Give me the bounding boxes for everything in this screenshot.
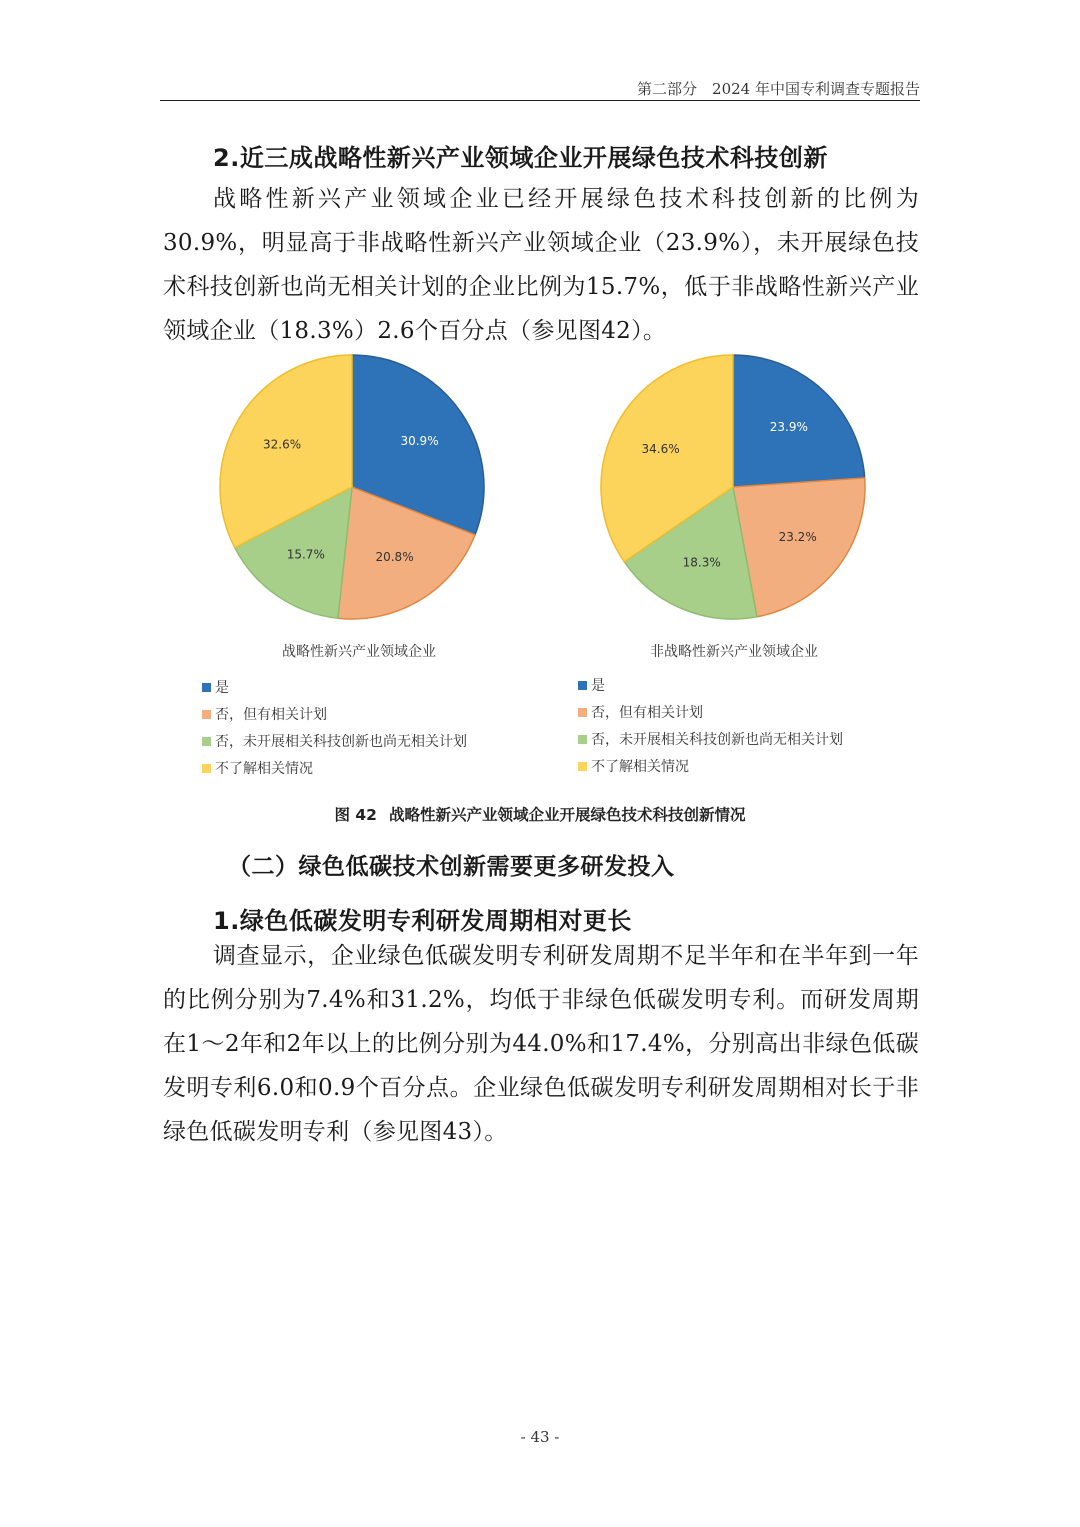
- legend-label: 否，但有相关计划: [591, 705, 703, 721]
- body-paragraph: 战略性新兴产业领域企业已经开展绿色技术科技创新的比例为30.9%，明显高于非战略性新兴产业领域企业（23.9%），未开展绿色技术科技创新也尚无相关计划的企业比例为15.7%，低于非战略性新兴产业领域企业（18.3%）2.6个百分点（参见图42）。: [163, 186, 919, 344]
- legend-item: [202, 675, 467, 702]
- legend-swatch: [202, 710, 211, 719]
- page-number: - 43 -: [520, 1428, 560, 1446]
- legend-item: [578, 700, 843, 727]
- section-heading: 2.近三成战略性新兴产业领域企业开展绿色技术科技创新: [213, 144, 828, 172]
- pie-value-label: 20.8%: [375, 549, 414, 564]
- running-header: 第二部分 2024 年中国专利调查专题报告: [637, 80, 920, 98]
- pie-value-label: 30.9%: [400, 433, 439, 448]
- figure-42: [160, 345, 920, 805]
- legend-item: [202, 729, 467, 756]
- legend-label: 不了解相关情况: [591, 759, 689, 775]
- figure-caption-text: 战略性新兴产业领域企业开展绿色技术科技创新情况: [388, 806, 746, 824]
- pie-value-label: 23.2%: [778, 530, 817, 545]
- legend-label: 不了解相关情况: [215, 761, 313, 777]
- legend-label: 否，未开展相关科技创新也尚无相关计划: [215, 734, 467, 750]
- legend-swatch: [578, 708, 587, 717]
- legend-swatch: [578, 681, 587, 690]
- pie-charts: [160, 345, 920, 645]
- header-rule: [160, 100, 920, 101]
- body-paragraph: 调查显示，企业绿色低碳发明专利研发周期不足半年和在半年到一年的比例分别为7.4%和31.2%，均低于非绿色低碳发明专利。而研发周期在1～2年和2年以上的比例分别为44.0%和17.4%，分别高出非绿色低碳发明专利6.0和0.9个百分点。企业绿色低碳发明专利研发周期相对长于非绿色低碳发明专利（参见图43）。: [163, 943, 919, 1145]
- legend-label: 是: [215, 680, 229, 696]
- figure-number: 图 42: [334, 806, 377, 824]
- legend-swatch: [202, 683, 211, 692]
- legend-swatch: [202, 737, 211, 746]
- pie-value-label: 15.7%: [286, 547, 325, 562]
- legend-non-strategic: [578, 673, 843, 781]
- legend-label: 否，但有相关计划: [215, 707, 327, 723]
- legend-label: 否，未开展相关科技创新也尚无相关计划: [591, 732, 843, 748]
- legend-item: [578, 754, 843, 781]
- pie-value-label: 18.3%: [682, 555, 721, 570]
- legend-swatch: [202, 764, 211, 773]
- pie-title-non-strategic: 非战略性新兴产业领域企业: [650, 644, 818, 660]
- legend-swatch: [578, 762, 587, 771]
- section-heading: 1.绿色低碳发明专利研发周期相对更长: [213, 907, 632, 935]
- legend-label: 是: [591, 678, 605, 694]
- legend-strategic: [202, 675, 467, 783]
- figure-caption: [160, 803, 920, 825]
- legend-item: [202, 702, 467, 729]
- pie-value-label: 32.6%: [263, 437, 302, 452]
- subsection-heading: （二）绿色低碳技术创新需要更多研发投入: [228, 853, 675, 880]
- legend-swatch: [578, 735, 587, 744]
- pie-value-label: 23.9%: [769, 420, 808, 435]
- legend-item: [578, 673, 843, 700]
- legend-item: [578, 727, 843, 754]
- legend-item: [202, 756, 467, 783]
- pie-value-label: 34.6%: [641, 441, 680, 456]
- pie-title-strategic: 战略性新兴产业领域企业: [282, 644, 436, 660]
